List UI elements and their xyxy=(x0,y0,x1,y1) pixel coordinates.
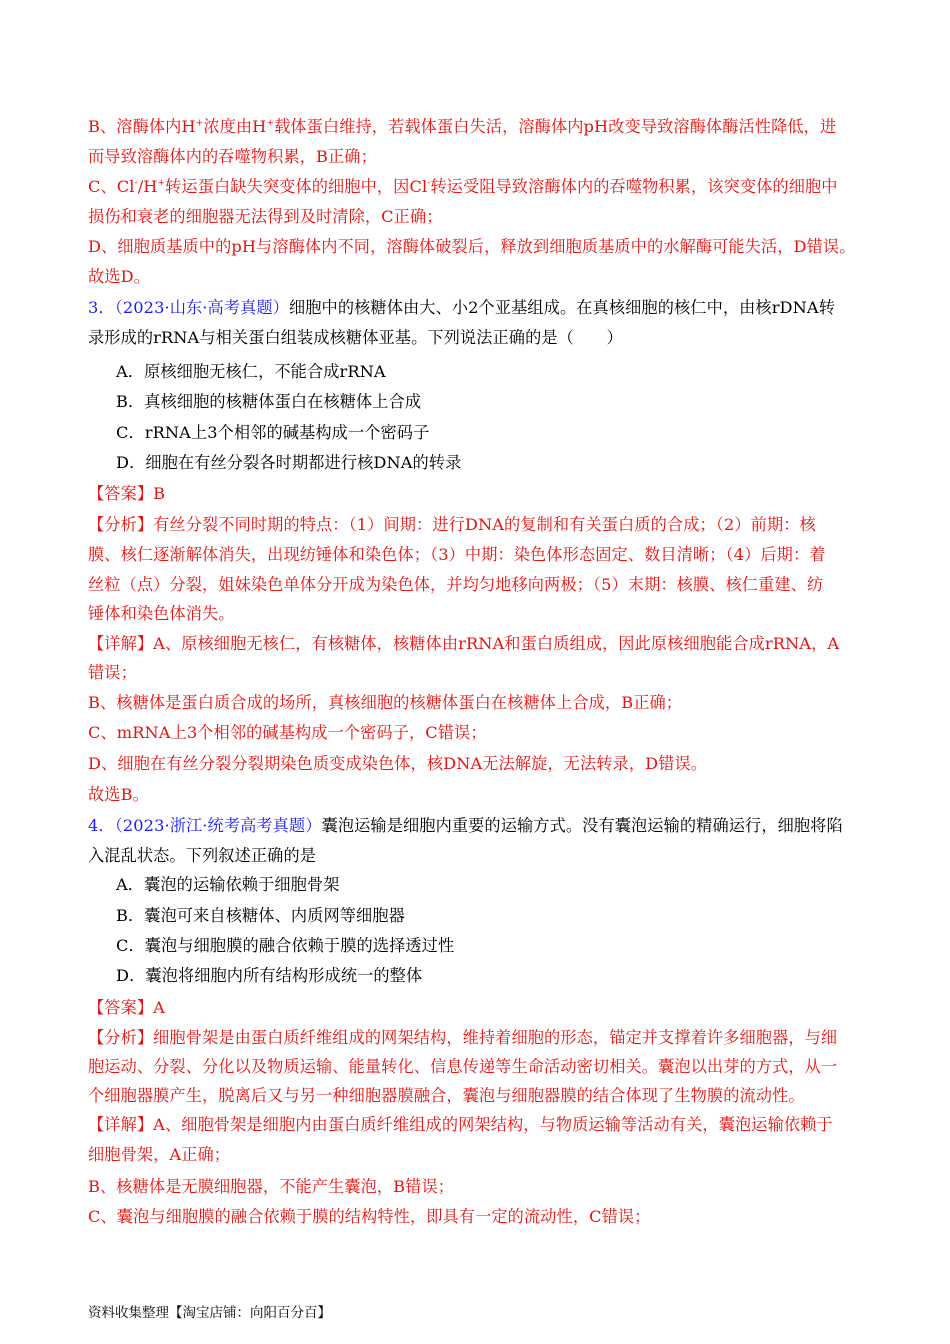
question-3-option-a: A．原核细胞无核仁，不能合成rRNA xyxy=(116,362,386,381)
question-4-detail-2: 细胞骨架，A正确； xyxy=(88,1145,231,1164)
question-number: 3． xyxy=(88,298,115,317)
question-3-analysis-1: 【分析】有丝分裂不同时期的特点：（1）间期：进行DNA的复制和有关蛋白质的合成；（2）前期：核 xyxy=(88,515,816,534)
question-3-detail-2: 错误； xyxy=(88,663,137,682)
question-3-option-b: B．真核细胞的核糖体蛋白在核糖体上合成 xyxy=(116,392,422,411)
question-4-detail-4: C、囊泡与细胞膜的融合依赖于膜的结构特性，即具有一定的流动性，C错误； xyxy=(88,1207,651,1226)
question-4-option-a: A．囊泡的运输依赖于细胞骨架 xyxy=(116,875,340,894)
question-3-analysis-4: 锤体和染色体消失。 xyxy=(88,604,235,623)
question-4-option-c: C．囊泡与细胞膜的融合依赖于膜的选择透过性 xyxy=(116,936,455,955)
detail-line-b-cont: 而导致溶酶体内的吞噬物积累，B正确； xyxy=(88,147,377,166)
question-3-option-d: D．细胞在有丝分裂各时期都进行核DNA的转录 xyxy=(116,453,462,472)
question-text: 囊泡运输是细胞内重要的运输方式。没有囊泡运输的精确运行，细胞将陷 xyxy=(321,816,843,835)
detail-line-d: D、细胞质基质中的pH与溶酶体内不同，溶酶体破裂后，释放到细胞质基质中的水解酶可能失活，D错误。 xyxy=(88,237,856,256)
question-3-conclusion: 故选B。 xyxy=(88,785,149,804)
question-3-analysis-3: 丝粒（点）分裂，姐妹染色单体分开成为染色体，并均匀地移向两极；（5）末期：核膜、核仁重建、纺 xyxy=(88,575,824,594)
question-3-detail-1: 【详解】A、原核细胞无核仁，有核糖体，核糖体由rRNA和蛋白质组成，因此原核细胞能合成rRNA，A xyxy=(88,634,840,653)
question-3-answer: 【答案】B xyxy=(88,484,166,503)
question-3-detail-4: C、mRNA上3个相邻的碱基构成一个密码子，C错误； xyxy=(88,723,487,742)
question-4-option-b: B．囊泡可来自核糖体、内质网等细胞器 xyxy=(116,906,405,925)
question-source: （2023·浙江·统考高考真题） xyxy=(114,816,322,835)
question-4-detail-1: 【详解】A、细胞骨架是细胞内由蛋白质纤维组成的网架结构，与物质运输等活动有关，囊泡运输依赖于 xyxy=(88,1115,833,1134)
question-number: 4． xyxy=(88,816,115,835)
question-3-option-c: C．rRNA上3个相邻的碱基构成一个密码子 xyxy=(116,423,430,442)
question-4-answer: 【答案】A xyxy=(88,998,165,1017)
question-3-detail-3: B、核糖体是蛋白质合成的场所，真核细胞的核糖体蛋白在核糖体上合成，B正确； xyxy=(88,693,683,712)
conclusion-line: 故选D。 xyxy=(88,267,150,286)
question-4-stem xyxy=(88,816,843,836)
question-3-detail-5: D、细胞在有丝分裂分裂期染色质变成染色体，核DNA无法解旋，无法转录，D错误。 xyxy=(88,754,708,773)
question-4-option-d: D．囊泡将细胞内所有结构形成统一的整体 xyxy=(116,966,423,985)
question-4-detail-3: B、核糖体是无膜细胞器，不能产生囊泡，B错误； xyxy=(88,1177,455,1196)
question-3-stem xyxy=(88,298,835,318)
question-4-analysis-2: 胞运动、分裂、分化以及物质运输、能量转化、信息传递等生命活动密切相关。囊泡以出芽的方式，从一 xyxy=(88,1057,838,1076)
detail-line-c-transporter: C、Cl-/H+转运蛋白缺失突变体的细胞中，因Cl-转运受阻导致溶酶体内的吞噬物积累，该突变体的细胞中 xyxy=(88,177,838,196)
question-4-stem-cont: 入混乱状态。下列叙述正确的是 xyxy=(88,846,317,865)
question-3-analysis-2: 膜、核仁逐渐解体消失，出现纺锤体和染色体；（3）中期：染色体形态固定、数目清晰；（4）后期：着 xyxy=(88,545,826,564)
question-text: 细胞中的核糖体由大、小2个亚基组成。在真核细胞的核仁中，由核rDNA转 xyxy=(288,298,835,317)
question-4-analysis-3: 个细胞器膜产生，脱离后又与另一种细胞器膜融合，囊泡与细胞器膜的结合体现了生物膜的流动性。 xyxy=(88,1086,805,1105)
detail-line-c-cont: 损伤和衰老的细胞器无法得到及时清除，C正确； xyxy=(88,207,443,226)
detail-line-b-h-carrier: B、溶酶体内H+浓度由H+载体蛋白维持，若载体蛋白失活，溶酶体内pH改变导致溶酶体酶活性降低，进 xyxy=(88,117,837,136)
question-4-analysis-1: 【分析】细胞骨架是由蛋白质纤维组成的网架结构，维持着细胞的形态，锚定并支撑着许多细胞器，与细 xyxy=(88,1028,838,1047)
question-3-stem-cont: 录形成的rRNA与相关蛋白组装成核糖体亚基。下列说法正确的是（ ） xyxy=(88,328,623,347)
question-source: （2023·山东·高考真题） xyxy=(114,298,289,317)
page-footer: 资料收集整理【淘宝店铺：向阳百分百】 xyxy=(88,1305,331,1321)
